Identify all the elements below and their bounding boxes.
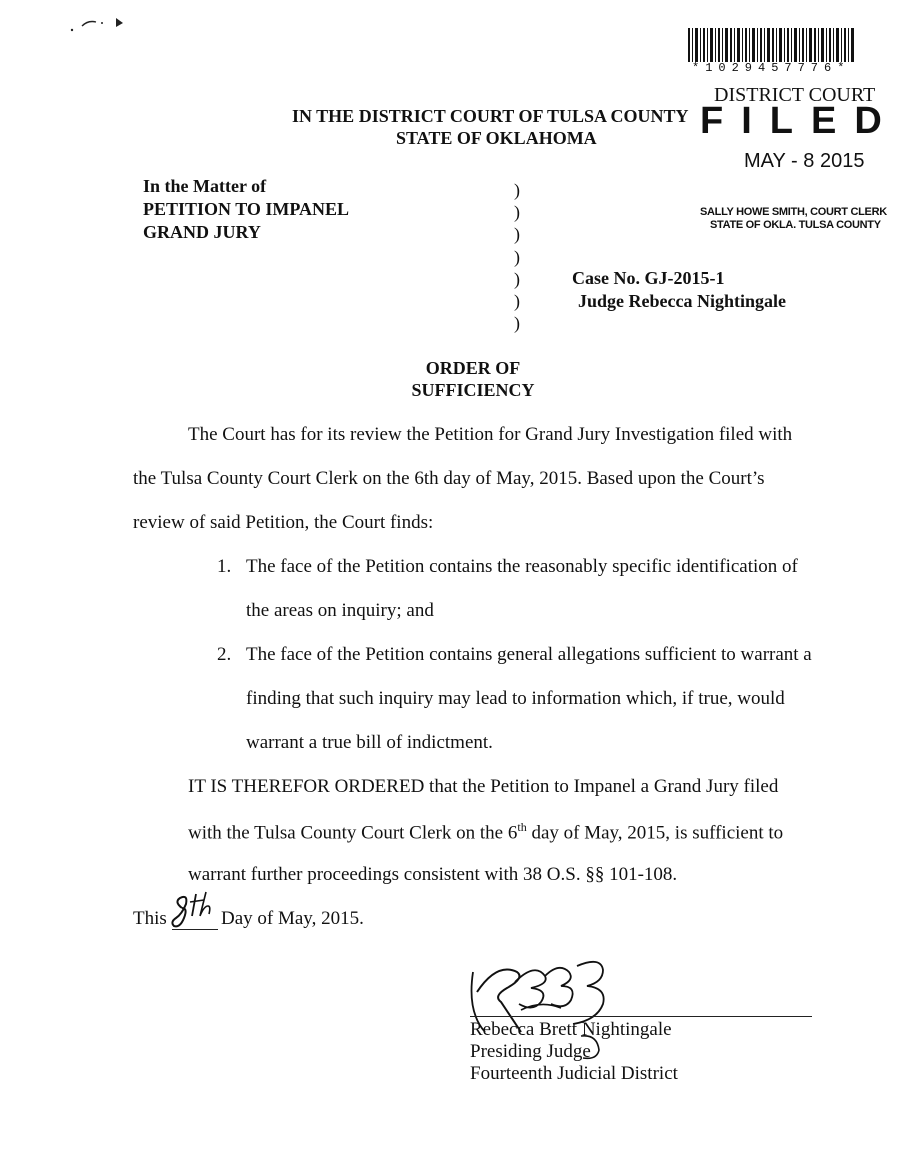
caption-paren: ) bbox=[514, 224, 520, 244]
caption-paren: ) bbox=[514, 313, 520, 333]
stamp-date: MAY - 8 2015 bbox=[744, 150, 865, 172]
ordered-line-2b: day of May, 2015, is sufficient to bbox=[526, 822, 784, 844]
caption-paren: ) bbox=[514, 247, 520, 267]
caption-paren: ) bbox=[514, 202, 520, 222]
ordered-line-1: IT IS THEREFOR ORDERED that the Petition to Impanel a Grand Jury filed bbox=[188, 776, 779, 797]
ordered-line-2 bbox=[188, 820, 783, 844]
day-of-text: Day of May, 2015. bbox=[221, 908, 364, 929]
barcode bbox=[688, 28, 856, 62]
signature-line bbox=[470, 1016, 812, 1017]
item-2-line-1: The face of the Petition contains general allegations sufficient to warrant a bbox=[246, 644, 812, 665]
order-title-line-2: SUFFICIENCY bbox=[411, 380, 535, 400]
ordinal-suffix: th bbox=[517, 820, 527, 834]
para1-line-1: The Court has for its review the Petition for Grand Jury Investigation filed with bbox=[188, 424, 793, 445]
caption-paren: ) bbox=[514, 180, 520, 200]
stamp-district-court: DISTRICT COURT bbox=[714, 84, 876, 106]
item-2-line-3: warrant a true bill of indictment. bbox=[246, 732, 493, 753]
item-1-line-2: the areas on inquiry; and bbox=[246, 600, 434, 621]
stamp-clerk-name: SALLY HOWE SMITH, COURT CLERK bbox=[700, 206, 887, 218]
caption-line-3: GRAND JURY bbox=[143, 222, 261, 242]
ordered-line-2a: with the Tulsa County Court Clerk on the 6 bbox=[188, 822, 518, 844]
case-number: Case No. GJ-2015-1 bbox=[572, 268, 725, 288]
barcode-number: *1029457776* bbox=[692, 61, 851, 75]
stamp-filed: FILED bbox=[700, 100, 900, 142]
item-1-number: 1. bbox=[217, 556, 232, 577]
order-title-line-1: ORDER OF bbox=[425, 358, 521, 378]
item-2-line-2: finding that such inquiry may lead to information which, if true, would bbox=[246, 688, 785, 709]
court-title: IN THE DISTRICT COURT OF TULSA COUNTY bbox=[292, 106, 689, 126]
item-1-line-1: The face of the Petition contains the reasonably specific identification of bbox=[246, 556, 798, 577]
caption-line-2: PETITION TO IMPANEL bbox=[143, 199, 350, 219]
assigned-judge: Judge Rebecca Nightingale bbox=[578, 291, 786, 311]
caption-paren: ) bbox=[514, 291, 520, 311]
signer-title: Presiding Judge bbox=[470, 1041, 591, 1062]
para1-line-2: the Tulsa County Court Clerk on the 6th day of May, 2015. Based upon the Court’s bbox=[133, 468, 765, 489]
stamp-clerk-county: STATE OF OKLA. TULSA COUNTY bbox=[710, 219, 881, 231]
para1-line-3: review of said Petition, the Court finds: bbox=[133, 512, 434, 533]
caption-paren: ) bbox=[514, 269, 520, 289]
signer-district: Fourteenth Judicial District bbox=[470, 1063, 678, 1084]
this-label: This bbox=[133, 908, 167, 929]
handwritten-day bbox=[168, 890, 228, 934]
scan-mark bbox=[68, 12, 138, 34]
item-2-number: 2. bbox=[217, 644, 232, 665]
ordered-line-3: warrant further proceedings consistent with 38 O.S. §§ 101-108. bbox=[188, 864, 678, 885]
state-title: STATE OF OKLAHOMA bbox=[396, 128, 597, 148]
caption-line-1: In the Matter of bbox=[143, 176, 267, 196]
signer-name: Rebecca Brett Nightingale bbox=[470, 1019, 672, 1040]
